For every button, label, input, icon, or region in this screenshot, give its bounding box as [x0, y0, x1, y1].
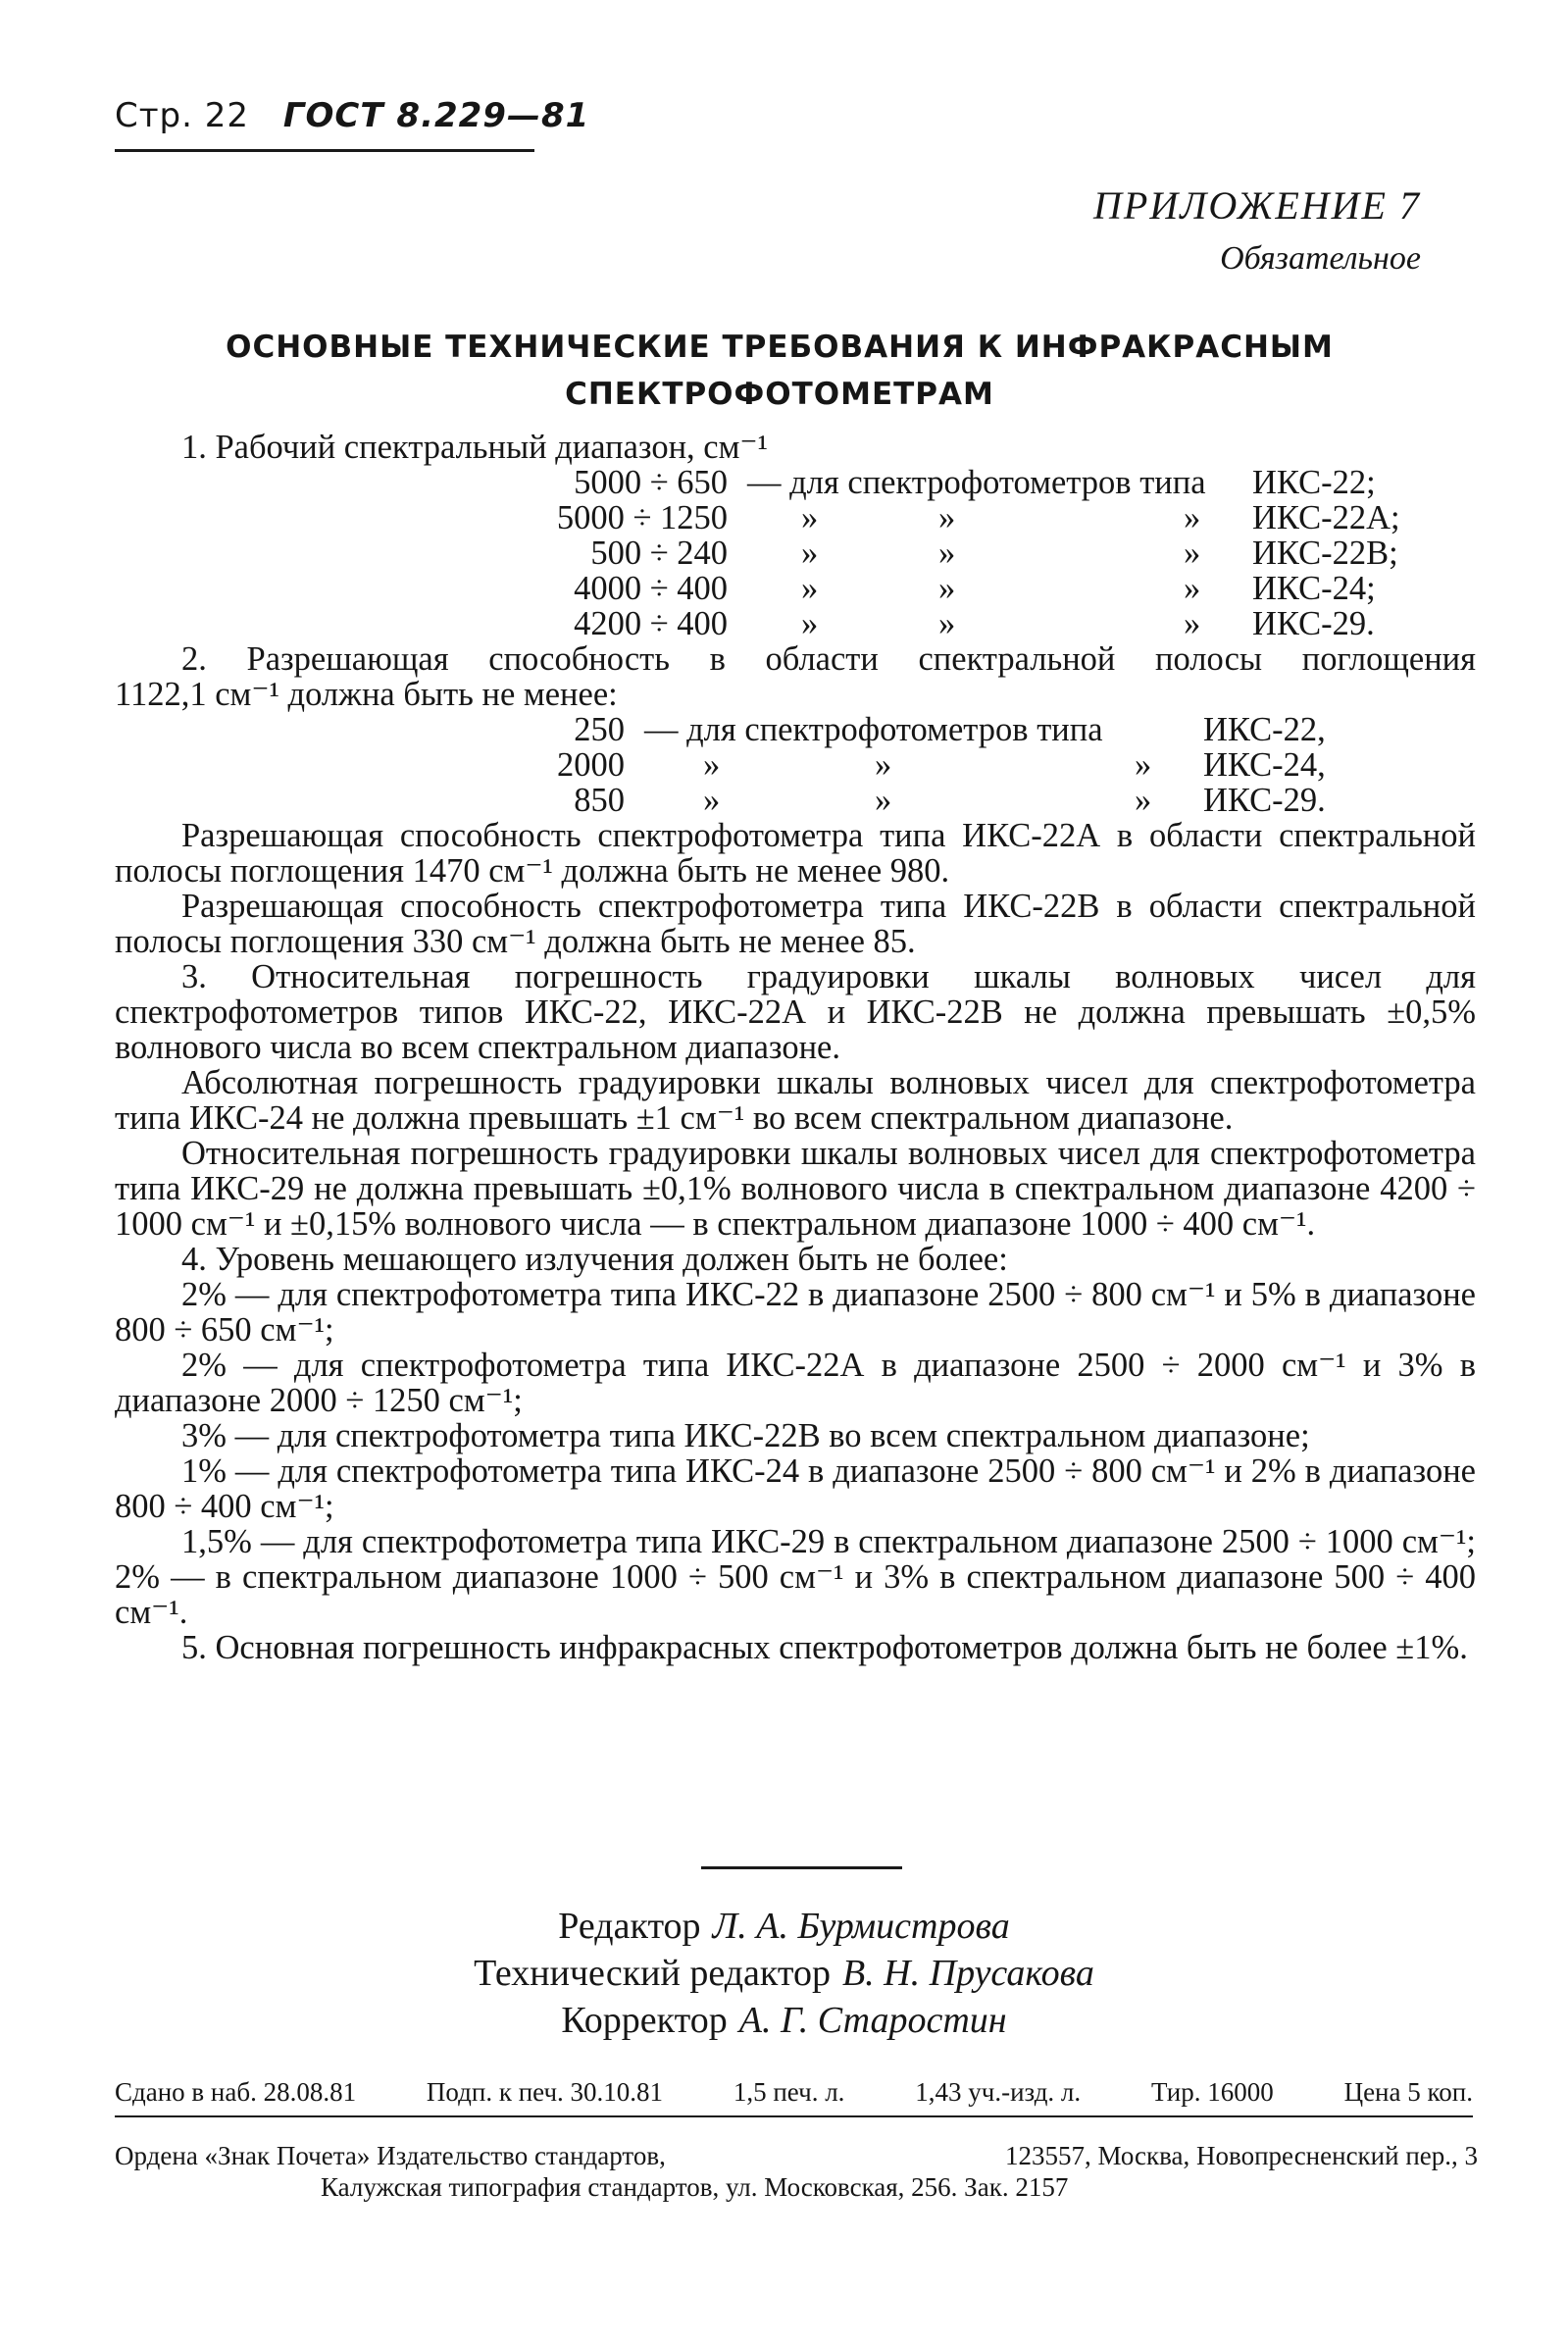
appendix-mark	[1093, 182, 1421, 278]
credit-role: Редактор	[558, 1906, 701, 1947]
resolution-table	[115, 712, 1476, 818]
paragraph-2-line1: 2. Разрешающая способность в области спектральной полосы поглощения	[181, 640, 1476, 678]
range-table	[115, 465, 1476, 641]
publisher-address: 123557, Москва, Новопресненский пер., 3	[1005, 2141, 1478, 2170]
range-row	[115, 535, 1476, 571]
instrument-model: ИКС-24,	[1203, 746, 1326, 784]
separator-rule	[701, 1866, 902, 1869]
ditto-mark: »	[1184, 535, 1201, 572]
imprint-signed-date: Подп. к печ. 30.10.81	[426, 2077, 664, 2107]
instrument-model: ИКС-22В;	[1252, 535, 1398, 572]
resolution-value: 2000	[557, 746, 625, 784]
imprint-publ-sheets: 1,43 уч.-изд. л.	[915, 2077, 1082, 2107]
ditto-mark: »	[801, 535, 819, 572]
printer-line: Калужская типография стандартов, ул. Московская, 256. Зак. 2157	[321, 2172, 1069, 2202]
range-row	[115, 571, 1476, 606]
section-title	[177, 324, 1383, 418]
section-title-line: СПЕКТРОФОТОМЕТРАМ	[565, 377, 994, 412]
publisher-info	[115, 2140, 1478, 2203]
ditto-mark: »	[938, 570, 956, 607]
instrument-model: ИКС-22,	[1203, 711, 1326, 748]
ditto-mark: »	[1184, 570, 1201, 607]
section-title-line: ОСНОВНЫЕ ТЕХНИЧЕСКИЕ ТРЕБОВАНИЯ К ИНФРАКРАСНЫМ	[226, 330, 1334, 365]
resolution-row	[115, 747, 1476, 783]
imprint-rule	[115, 2115, 1473, 2117]
instrument-model: ИКС-24;	[1252, 570, 1376, 607]
paragraph-3b: Абсолютная погрешность градуировки шкалы волновых чисел для спектрофотометра типа ИКС-24 не должна превышать ±1 см⁻¹ во всем спектральном диапазоне.	[115, 1064, 1476, 1137]
credit-role: Технический редактор	[474, 1953, 831, 1994]
paragraph-3a: 3. Относительная погрешность градуировки шкалы волновых чисел для спектрофотометров типов ИКС-22, ИКС-22А и ИКС-22В не должна превышать ±0,5% волнового числа во всем спектральном диапазоне.	[115, 958, 1476, 1066]
ditto-mark: »	[938, 499, 956, 536]
range-value: 500 ÷ 240	[590, 535, 728, 572]
ditto-mark: »	[703, 746, 721, 784]
credit-line	[0, 1997, 1568, 2044]
imprint-line	[115, 2077, 1473, 2108]
body-text	[115, 430, 1476, 1665]
paragraph-4-item: 3% — для спектрофотометра типа ИКС-22В во всем спектральном диапазоне;	[181, 1417, 1310, 1454]
paragraph-5: 5. Основная погрешность инфракрасных спектрофотометров должна быть не более ±1%.	[181, 1629, 1468, 1666]
ditto-mark: »	[938, 535, 956, 572]
paragraph-2b: Разрешающая способность спектрофотометра типа ИКС-22В в области спектральной полосы поглощения 330 см⁻¹ должна быть не менее 85.	[115, 888, 1476, 960]
paragraph-1-heading: 1. Рабочий спектральный диапазон, см⁻¹	[181, 429, 768, 466]
credit-name: В. Н. Прусакова	[841, 1953, 1094, 1994]
header-rule	[115, 149, 534, 152]
credit-line	[0, 1903, 1568, 1950]
instrument-model: ИКС-29.	[1203, 782, 1326, 819]
instrument-model: ИКС-22А;	[1252, 499, 1400, 536]
credit-role: Корректор	[561, 2000, 728, 2041]
ditto-mark: »	[1135, 782, 1152, 819]
resolution-row	[115, 712, 1476, 747]
paragraph-3c: Относительная погрешность градуировки шкалы волновых чисел для спектрофотометра типа ИКС-29 не должна превышать ±0,1% волнового числа в спектральном диапазоне 4200 ÷ 1000 см⁻¹ и ±0,15% волнового числа — в спектральном диапазоне 1000 ÷ 400 см⁻¹.	[115, 1135, 1476, 1243]
instrument-model: ИКС-22;	[1252, 464, 1376, 501]
ditto-mark: »	[1135, 746, 1152, 784]
imprint-price: Цена 5 коп.	[1343, 2077, 1473, 2107]
ditto-mark: »	[801, 570, 819, 607]
resolution-value: 250	[574, 711, 625, 748]
ditto-mark: »	[703, 782, 721, 819]
credit-name: Л. А. Бурмистрова	[712, 1906, 1010, 1947]
range-value: 4000 ÷ 400	[574, 570, 728, 607]
publisher-line	[115, 2140, 1478, 2171]
range-value: 5000 ÷ 650	[574, 464, 728, 501]
credits-block	[0, 1903, 1568, 2044]
range-row	[115, 606, 1476, 641]
range-row	[115, 465, 1476, 500]
paragraph-2-line2: 1122,1 см⁻¹ должна быть не менее:	[115, 676, 618, 713]
imprint-typeset-date: Сдано в наб. 28.08.81	[115, 2077, 357, 2107]
resolution-row	[115, 783, 1476, 818]
page-number: Стр. 22	[115, 96, 250, 135]
resolution-lead-text: — для спектрофотометров типа	[644, 711, 1103, 748]
imprint-circulation: Тир. 16000	[1150, 2077, 1274, 2107]
appendix-title: ПРИЛОЖЕНИЕ 7	[1093, 183, 1421, 228]
ditto-mark: »	[1184, 499, 1201, 536]
ditto-mark: »	[875, 746, 892, 784]
resolution-value: 850	[574, 782, 625, 819]
paragraph-4-item: 2% — для спектрофотометра типа ИКС-22А в диапазоне 2500 ÷ 2000 см⁻¹ и 3% в диапазоне 2000 ÷ 1250 см⁻¹;	[115, 1347, 1476, 1419]
range-value: 4200 ÷ 400	[574, 605, 728, 642]
publisher-name: Ордена «Знак Почета» Издательство стандартов,	[115, 2141, 666, 2170]
ditto-mark: »	[801, 499, 819, 536]
standard-code: ГОСТ 8.229—81	[282, 96, 590, 135]
ditto-mark: »	[938, 605, 956, 642]
paragraph-4-heading: 4. Уровень мешающего излучения должен быть не более:	[181, 1241, 1008, 1278]
range-lead-text: — для спектрофотометров типа	[747, 464, 1206, 501]
ditto-mark: »	[1184, 605, 1201, 642]
ditto-mark: »	[801, 605, 819, 642]
paragraph-2a: Разрешающая способность спектрофотометра типа ИКС-22А в области спектральной полосы поглощения 1470 см⁻¹ должна быть не менее 980.	[115, 817, 1476, 890]
credit-line	[0, 1950, 1568, 1997]
paragraph-4-item: 1,5% — для спектрофотометра типа ИКС-29 в спектральном диапазоне 2500 ÷ 1000 см⁻¹; 2% — в спектральном диапазоне 1000 ÷ 500 см⁻¹ и 3% в спектральном диапазоне 500 ÷ 400 см⁻¹.	[115, 1523, 1476, 1631]
print-imprint	[115, 2077, 1473, 2117]
instrument-model: ИКС-29.	[1252, 605, 1375, 642]
paragraph-4-item: 2% — для спектрофотометра типа ИКС-22 в диапазоне 2500 ÷ 800 см⁻¹ и 5% в диапазоне 800 ÷ 650 см⁻¹;	[115, 1276, 1476, 1349]
ditto-mark: »	[875, 782, 892, 819]
imprint-print-sheets: 1,5 печ. л.	[733, 2077, 845, 2107]
running-header	[115, 96, 589, 135]
paragraph-4-item: 1% — для спектрофотометра типа ИКС-24 в диапазоне 2500 ÷ 800 см⁻¹ и 2% в диапазоне 800 ÷ 400 см⁻¹;	[115, 1452, 1476, 1525]
credit-name: А. Г. Старостин	[738, 2000, 1007, 2041]
range-value: 5000 ÷ 1250	[556, 499, 728, 536]
range-row	[115, 500, 1476, 535]
appendix-subtitle: Обязательное	[1220, 240, 1421, 277]
